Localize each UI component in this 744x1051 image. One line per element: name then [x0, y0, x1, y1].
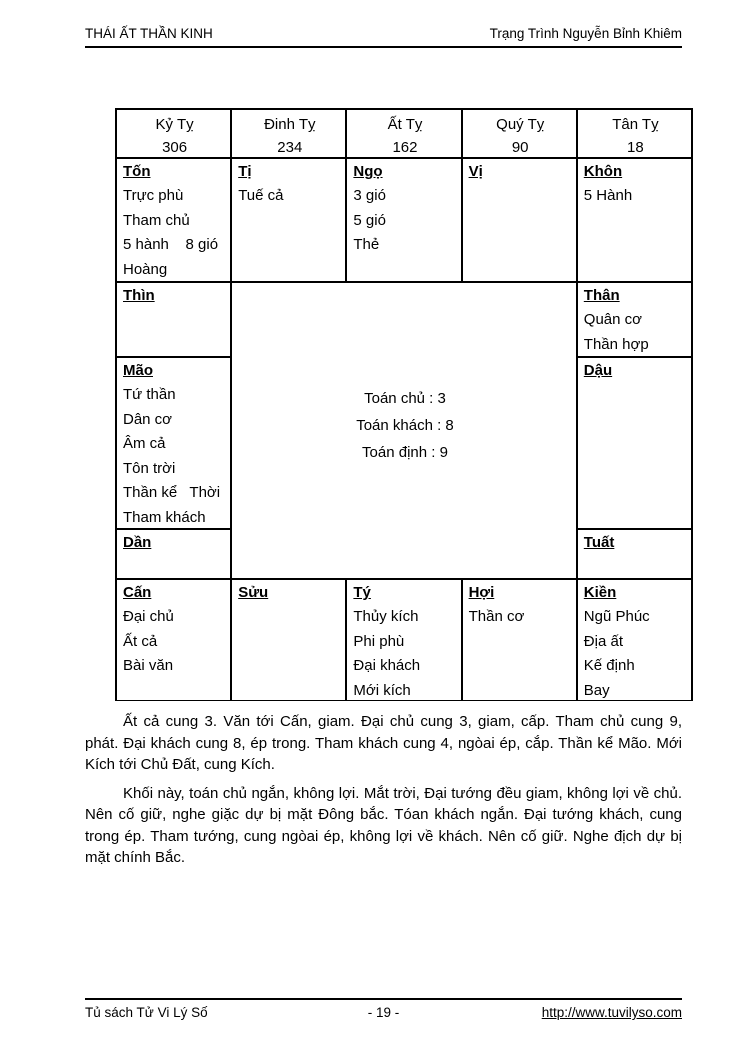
year-cell-dinh-ty — [231, 109, 346, 158]
cell-line: Tuế cả — [238, 187, 284, 204]
palace-lines — [353, 605, 456, 701]
cell-line: Phi phù — [353, 632, 405, 650]
year-value: 306 — [162, 139, 188, 156]
palace-cell-ton — [116, 158, 231, 282]
page-number: - 19 - — [367, 1005, 400, 1020]
palace-lines — [353, 184, 456, 258]
cell-line: Bay — [583, 681, 610, 699]
palace-lines — [238, 184, 341, 209]
palace-title: Dần — [123, 534, 152, 551]
cell-line: Địa ất — [583, 632, 623, 650]
palace-cell-dan — [116, 529, 231, 579]
year-name: Đinh Tỵ — [264, 116, 316, 133]
paragraph-2: Khối này, toán chủ ngắn, không lợi. Mắt trời, Đại tướng đều giam, không lợi về chủ. Nên cố giữ, nghe giặc dự bị mặt Đông bắc. Tóan khách ngắn. Đại tướng khách, cung trong ép. Tham tướng, cung ngòai ép, không lợi về khách. Nên cố giữ. Nghe địch dự bị mặt chính Bắc. — [85, 784, 682, 866]
cell-line: Dân cơ — [123, 410, 173, 428]
header-title-left: THÁI ẤT THẦN KINH — [85, 26, 213, 41]
page-footer — [85, 998, 682, 1020]
header-title-right: Trạng Trình Nguyễn Bỉnh Khiêm — [489, 26, 682, 41]
cell-line: Trực phù — [123, 187, 184, 204]
palace-title: Sửu — [238, 584, 269, 601]
cell-line: Âm cả — [123, 435, 166, 452]
cell-line: Ất cả — [123, 632, 158, 650]
palace-cell-than — [577, 282, 692, 357]
palace-cell-suu — [231, 579, 346, 701]
year-value: 162 — [392, 139, 418, 156]
cell-line: Ngũ Phúc — [583, 608, 650, 625]
cell-line: 3 gió — [353, 187, 386, 204]
palace-cell-can — [116, 579, 231, 701]
cell-line: Thần cơ — [468, 608, 525, 625]
year-value: 90 — [511, 139, 529, 156]
page-header — [85, 26, 682, 48]
cell-line: 5 hành 8 gió — [123, 236, 219, 253]
cell-line: Quân cơ — [583, 311, 642, 328]
year-name: Kỷ Tỵ — [155, 116, 194, 133]
palace-cell-ty — [346, 579, 461, 701]
palace-title: Tý — [353, 584, 371, 601]
year-value: 18 — [627, 139, 644, 156]
year-cell-quy-ty — [462, 109, 577, 158]
palace-lines — [584, 184, 687, 209]
year-name: Ất Tỵ — [387, 116, 423, 133]
palace-title: Kiền — [583, 584, 617, 601]
paragraph-1: Ất cả cung 3. Văn tới Cấn, giam. Đại chủ cung 3, giam, cấp. Tham chủ cung 9, phát. Đại khách cung 8, ép trong. Tham khách cung 4, ngòai ép, cắp. Thần kể Mão. Mới Kích tới Chủ Đất, cung Kích. — [85, 713, 682, 773]
cell-line: 5 gió — [353, 211, 386, 229]
palace-cell-mao — [116, 357, 231, 529]
body-text — [85, 711, 682, 876]
cell-line: Hoàng — [123, 260, 168, 278]
cell-line: Mới kích — [353, 681, 411, 699]
cell-line: Tứ thần — [123, 386, 176, 403]
palace-title: Tốn — [123, 163, 151, 180]
cell-line: Kế định — [583, 657, 635, 674]
year-value: 234 — [277, 139, 303, 156]
palace-title: Mão — [123, 362, 153, 379]
palace-cell-hoi — [462, 579, 577, 701]
palace-cell-ti — [231, 158, 346, 282]
palace-cell-ngo — [346, 158, 461, 282]
cell-line: Thủy kích — [353, 608, 419, 625]
palace-lines — [123, 184, 226, 282]
cell-line: Thần kể Thời — [123, 484, 221, 501]
palace-cell-khon — [577, 158, 692, 282]
palace-title: Dậu — [583, 362, 613, 379]
palace-cell-thin — [116, 282, 231, 357]
palace-title: Tuất — [583, 534, 615, 551]
palace-cell-kien — [577, 579, 692, 701]
year-cell-at-ty — [346, 109, 461, 158]
palace-title: Vị — [468, 163, 483, 180]
cell-line: 5 Hành — [583, 187, 633, 204]
year-name: Tân Tỵ — [612, 116, 659, 133]
year-name: Quý Tỵ — [496, 116, 545, 133]
palace-lines — [584, 605, 687, 701]
thai-at-chart-table — [115, 108, 693, 701]
cell-line: Tham khách — [123, 508, 206, 526]
palace-title: Tị — [238, 163, 252, 180]
palace-title: Thân — [583, 287, 620, 304]
palace-lines — [584, 308, 687, 357]
cell-line: Toán định : 9 — [362, 443, 448, 461]
palace-cell-vi — [462, 158, 577, 282]
year-cell-tan-ty — [577, 109, 692, 158]
year-cell-ky-ty — [116, 109, 231, 158]
palace-title: Thìn — [123, 287, 155, 304]
cell-line: Thần hợp — [583, 335, 649, 353]
palace-title: Khôn — [583, 163, 623, 180]
cell-line: Bài văn — [123, 657, 174, 674]
footer-website-link[interactable]: http://www.tuvilyso.com — [541, 1005, 682, 1020]
palace-title: Ngọ — [353, 163, 383, 180]
footer-series-title: Tủ sách Tử Vi Lý Số — [85, 1005, 208, 1020]
cell-line: Toán khách : 8 — [356, 416, 454, 434]
palace-lines — [123, 383, 226, 529]
palace-lines — [469, 605, 572, 630]
palace-cell-tuat — [577, 529, 692, 579]
palace-title: Cấn — [123, 584, 152, 601]
palace-title: Hợi — [468, 584, 495, 601]
palace-lines — [123, 605, 226, 679]
cell-line: Đại chủ — [123, 608, 174, 625]
cell-line: Toán chủ : 3 — [364, 389, 446, 407]
cell-line: Tôn trời — [123, 459, 176, 477]
cell-line: Thẻ — [353, 236, 380, 253]
cell-line: Đại khách — [353, 657, 421, 674]
center-computation-cell — [231, 282, 577, 579]
palace-cell-dau — [577, 357, 692, 529]
cell-line: Tham chủ — [123, 211, 190, 229]
